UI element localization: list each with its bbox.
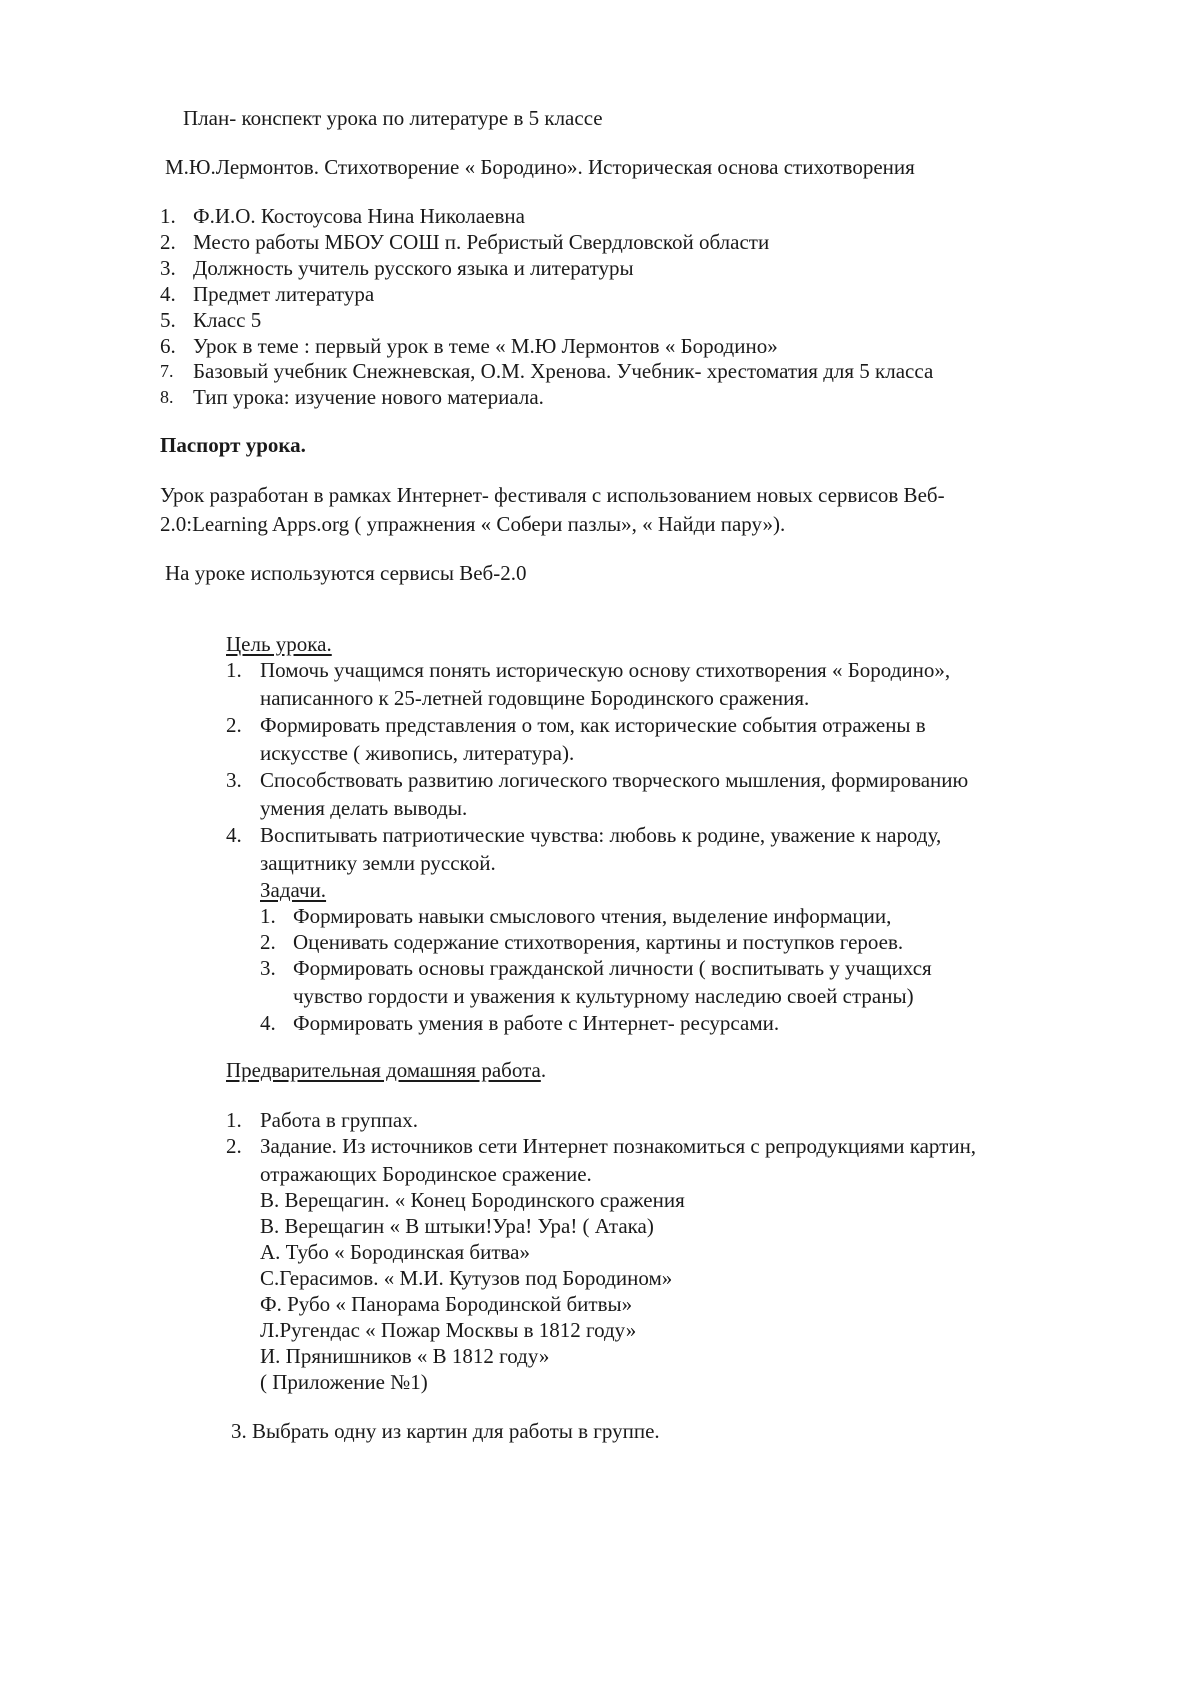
homework-heading-dot: . bbox=[540, 1058, 547, 1082]
list-text: Формировать навыки смыслового чтения, выделение информации, bbox=[293, 904, 892, 928]
list-text: Работа в группах. bbox=[260, 1108, 418, 1132]
painting-item: С.Герасимов. « М.И. Кутузов под Бородином» bbox=[260, 1266, 673, 1290]
passport-text-line: 2.0:Learning Apps.org ( упражнения « Собери пазлы», « Найди пару»). bbox=[160, 512, 786, 536]
final-homework-item: 3. Выбрать одну из картин для работы в группе. bbox=[231, 1419, 660, 1443]
painting-item: А. Тубо « Бородинская битва» bbox=[260, 1240, 530, 1264]
painting-item: В. Верещагин « В штыки!Ура! Ура! ( Атака) bbox=[260, 1214, 654, 1238]
list-number: 4. bbox=[260, 1011, 276, 1035]
list-text: Базовый учебник Снежневская, О.М. Хренова. Учебник- хрестоматия для 5 класса bbox=[193, 359, 934, 383]
passport-text-line: Урок разработан в рамках Интернет- фестиваля с использованием новых сервисов Веб- bbox=[160, 483, 945, 507]
homework-line: отражающих Бородинское сражение. bbox=[260, 1162, 592, 1186]
homework-heading bbox=[226, 1056, 546, 1084]
list-text: Формировать основы гражданской личности ( воспитывать у учащихся bbox=[293, 956, 932, 980]
list-number: 2. bbox=[260, 930, 276, 954]
list-number: 2. bbox=[226, 1134, 242, 1158]
lesson-topic: М.Ю.Лермонтов. Стихотворение « Бородино». Историческая основа стихотворения bbox=[165, 155, 915, 179]
homework-heading-text: Предварительная домашняя работа bbox=[226, 1058, 541, 1082]
painting-item: Ф. Рубо « Панорама Бородинской битвы» bbox=[260, 1292, 633, 1316]
list-text: Предмет литература bbox=[193, 282, 375, 306]
list-text: искусстве ( живопись, литература). bbox=[260, 741, 575, 765]
list-text: Урок в теме : первый урок в теме « М.Ю Лермонтов « Бородино» bbox=[193, 334, 778, 358]
list-text: Помочь учащимся понять историческую основу стихотворения « Бородино», bbox=[260, 658, 951, 682]
list-number: 3. bbox=[226, 768, 242, 792]
list-text: написанного к 25-летней годовщине Бородинского сражения. bbox=[260, 686, 810, 710]
list-number: 3. bbox=[160, 256, 176, 280]
painting-item: Л.Ругендас « Пожар Москвы в 1812 году» bbox=[260, 1318, 637, 1342]
list-number: 1. bbox=[226, 1108, 242, 1132]
list-text: Тип урока: изучение нового материала. bbox=[193, 385, 544, 409]
document-title: План- конспект урока по литературе в 5 классе bbox=[183, 106, 603, 130]
painting-item: И. Прянишников « В 1812 году» bbox=[260, 1344, 550, 1368]
list-number: 1. bbox=[226, 658, 242, 682]
list-text: Воспитывать патриотические чувства: любовь к родине, уважение к народу, bbox=[260, 823, 942, 847]
list-number: 2. bbox=[160, 230, 176, 254]
list-text: чувство гордости и уважения к культурному наследию своей страны) bbox=[293, 984, 914, 1008]
list-text: Способствовать развитию логического творческого мышления, формированию bbox=[260, 768, 969, 792]
tasks-heading: Задачи. bbox=[260, 878, 327, 902]
services-line: На уроке используются сервисы Веб-2.0 bbox=[165, 561, 527, 585]
list-number: 6. bbox=[160, 334, 176, 358]
list-text: Класс 5 bbox=[193, 308, 262, 332]
passport-heading: Паспорт урока. bbox=[160, 433, 306, 457]
list-number: 7. bbox=[160, 361, 174, 381]
list-text: Формировать представления о том, как исторические события отражены в bbox=[260, 713, 926, 737]
list-text: Место работы МБОУ СОШ п. Ребристый Свердловской области bbox=[193, 230, 770, 254]
list-number: 5. bbox=[160, 308, 176, 332]
list-text: Задание. Из источников сети Интернет познакомиться с репродукциями картин, bbox=[260, 1134, 977, 1158]
list-text: Должность учитель русского языка и литературы bbox=[193, 256, 634, 280]
list-number: 1. bbox=[260, 904, 276, 928]
list-number: 8. bbox=[160, 387, 174, 407]
appendix-note: ( Приложение №1) bbox=[260, 1370, 428, 1394]
list-text: защитнику земли русской. bbox=[260, 851, 496, 875]
list-text: Формировать умения в работе с Интернет- ресурсами. bbox=[293, 1011, 780, 1035]
painting-item: В. Верещагин. « Конец Бородинского сражения bbox=[260, 1188, 685, 1212]
list-number: 2. bbox=[226, 713, 242, 737]
list-number: 1. bbox=[160, 204, 176, 228]
list-number: 4. bbox=[226, 823, 242, 847]
list-number: 4. bbox=[160, 282, 176, 306]
goal-heading: Цель урока. bbox=[226, 632, 332, 656]
list-text: Ф.И.О. Костоусова Нина Николаевна bbox=[193, 204, 525, 228]
list-text: умения делать выводы. bbox=[260, 796, 468, 820]
list-text: Оценивать содержание стихотворения, картины и поступков героев. bbox=[293, 930, 904, 954]
list-number: 3. bbox=[260, 956, 276, 980]
